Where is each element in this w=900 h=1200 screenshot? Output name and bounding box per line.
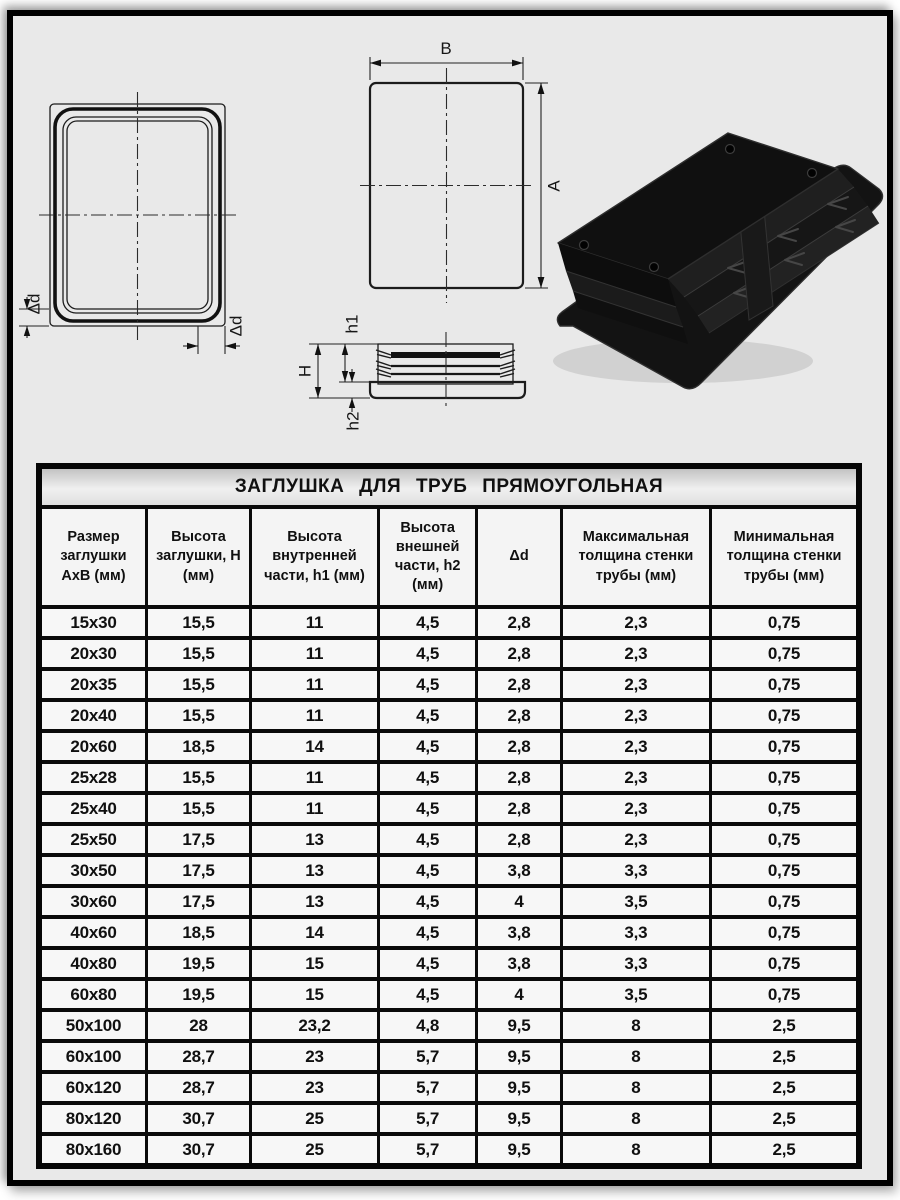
height-a-label: A	[544, 180, 564, 192]
table-title: ЗАГЛУШКА ДЛЯ ТРУБ ПРЯМОУГОЛЬНАЯ	[39, 466, 859, 507]
cell-min-wall: 0,75	[711, 607, 859, 638]
cell-outer-h2: 4,5	[378, 855, 476, 886]
table-row	[39, 948, 859, 979]
cell-outer-h2: 5,7	[378, 1103, 476, 1134]
cell-height-h: 17,5	[146, 886, 250, 917]
cell-delta-d: 2,8	[477, 700, 561, 731]
cell-size: 60x80	[39, 979, 146, 1010]
column-header: Размер заглушки АхВ (мм)	[39, 507, 146, 607]
cell-min-wall: 0,75	[711, 700, 859, 731]
column-header: Минимальная толщина стенки трубы (мм)	[711, 507, 859, 607]
cell-max-wall: 8	[561, 1010, 710, 1041]
cell-size: 40x60	[39, 917, 146, 948]
cell-min-wall: 2,5	[711, 1041, 859, 1072]
cell-height-h: 15,5	[146, 793, 250, 824]
cell-delta-d: 2,8	[477, 607, 561, 638]
column-header: Высота внутренней части, h1 (мм)	[251, 507, 379, 607]
cell-inner-h1: 13	[251, 824, 379, 855]
inner-height-h1-label: h1	[342, 314, 362, 334]
cell-inner-h1: 11	[251, 793, 379, 824]
cell-inner-h1: 11	[251, 700, 379, 731]
delta-d-left-dimension	[19, 294, 49, 338]
cell-inner-h1: 11	[251, 638, 379, 669]
cell-outer-h2: 4,8	[378, 1010, 476, 1041]
column-header: Высота внешней части, h2 (мм)	[378, 507, 476, 607]
cell-size: 30x60	[39, 886, 146, 917]
cell-size: 40x80	[39, 948, 146, 979]
cell-height-h: 17,5	[146, 855, 250, 886]
cell-inner-h1: 13	[251, 855, 379, 886]
table-row	[39, 700, 859, 731]
technical-drawings	[13, 16, 887, 466]
cell-delta-d: 9,5	[477, 1103, 561, 1134]
cell-inner-h1: 11	[251, 607, 379, 638]
cell-max-wall: 2,3	[561, 700, 710, 731]
cell-delta-d: 3,8	[477, 917, 561, 948]
cell-max-wall: 3,5	[561, 979, 710, 1010]
total-height-h-label: H	[295, 364, 315, 378]
cell-height-h: 15,5	[146, 638, 250, 669]
cell-inner-h1: 25	[251, 1103, 379, 1134]
cell-height-h: 28,7	[146, 1072, 250, 1103]
table-row	[39, 917, 859, 948]
cell-max-wall: 2,3	[561, 607, 710, 638]
side-profile-drawing	[295, 315, 525, 431]
table-row	[39, 1041, 859, 1072]
cell-outer-h2: 4,5	[378, 762, 476, 793]
cell-height-h: 18,5	[146, 917, 250, 948]
table-row	[39, 607, 859, 638]
cell-outer-h2: 4,5	[378, 886, 476, 917]
table-row	[39, 1103, 859, 1134]
cell-min-wall: 0,75	[711, 855, 859, 886]
cell-outer-h2: 4,5	[378, 979, 476, 1010]
cell-outer-h2: 4,5	[378, 824, 476, 855]
cell-size: 50x100	[39, 1010, 146, 1041]
table-title-row	[39, 466, 859, 507]
cell-outer-h2: 5,7	[378, 1072, 476, 1103]
cell-size: 25x50	[39, 824, 146, 855]
top-view-drawing	[360, 39, 563, 303]
cell-delta-d: 2,8	[477, 762, 561, 793]
table-row	[39, 824, 859, 855]
cell-outer-h2: 4,5	[378, 638, 476, 669]
cell-min-wall: 0,75	[711, 824, 859, 855]
cell-min-wall: 0,75	[711, 979, 859, 1010]
cell-inner-h1: 15	[251, 948, 379, 979]
cell-height-h: 15,5	[146, 762, 250, 793]
cell-height-h: 30,7	[146, 1103, 250, 1134]
cell-max-wall: 3,3	[561, 855, 710, 886]
cell-height-h: 15,5	[146, 607, 250, 638]
cell-max-wall: 2,3	[561, 824, 710, 855]
cell-min-wall: 2,5	[711, 1010, 859, 1041]
cell-max-wall: 8	[561, 1072, 710, 1103]
spec-table-container	[36, 463, 862, 1169]
cell-height-h: 19,5	[146, 948, 250, 979]
table-row	[39, 979, 859, 1010]
table-row	[39, 1010, 859, 1041]
cell-inner-h1: 15	[251, 979, 379, 1010]
cell-size: 60x120	[39, 1072, 146, 1103]
column-header: Высота заглушки, Н (мм)	[146, 507, 250, 607]
cell-size: 60x100	[39, 1041, 146, 1072]
cell-delta-d: 4	[477, 979, 561, 1010]
delta-d-right-label: Δd	[226, 315, 246, 337]
cell-max-wall: 2,3	[561, 669, 710, 700]
cell-min-wall: 0,75	[711, 886, 859, 917]
cell-outer-h2: 4,5	[378, 607, 476, 638]
front-view-drawing	[19, 92, 245, 354]
cell-inner-h1: 14	[251, 917, 379, 948]
cell-height-h: 15,5	[146, 669, 250, 700]
cell-delta-d: 2,8	[477, 669, 561, 700]
cell-max-wall: 3,3	[561, 948, 710, 979]
cell-height-h: 28	[146, 1010, 250, 1041]
cell-outer-h2: 4,5	[378, 669, 476, 700]
cell-height-h: 15,5	[146, 700, 250, 731]
cell-outer-h2: 4,5	[378, 700, 476, 731]
table-row	[39, 793, 859, 824]
cell-inner-h1: 11	[251, 762, 379, 793]
cell-delta-d: 2,8	[477, 731, 561, 762]
cell-min-wall: 0,75	[711, 762, 859, 793]
cell-delta-d: 9,5	[477, 1010, 561, 1041]
cell-min-wall: 2,5	[711, 1103, 859, 1134]
table-header-row	[39, 507, 859, 607]
cell-min-wall: 0,75	[711, 793, 859, 824]
width-b-label: B	[440, 39, 452, 58]
outer-height-h2-dimension	[343, 369, 362, 430]
cell-size: 15x30	[39, 607, 146, 638]
cell-outer-h2: 5,7	[378, 1041, 476, 1072]
cell-min-wall: 2,5	[711, 1072, 859, 1103]
sheet-frame	[7, 10, 893, 1186]
outer-height-h2-label: h2	[343, 411, 363, 431]
cell-height-h: 30,7	[146, 1134, 250, 1166]
table-row	[39, 886, 859, 917]
delta-d-left-label: Δd	[24, 293, 44, 315]
cell-max-wall: 2,3	[561, 793, 710, 824]
cell-outer-h2: 4,5	[378, 917, 476, 948]
product-photo	[553, 133, 883, 389]
cell-height-h: 19,5	[146, 979, 250, 1010]
cell-size: 25x28	[39, 762, 146, 793]
cell-delta-d: 2,8	[477, 638, 561, 669]
cell-size: 25x40	[39, 793, 146, 824]
spec-table	[36, 463, 862, 1169]
cell-max-wall: 3,3	[561, 917, 710, 948]
cell-height-h: 17,5	[146, 824, 250, 855]
table-row	[39, 1072, 859, 1103]
cell-max-wall: 2,3	[561, 731, 710, 762]
cell-min-wall: 2,5	[711, 1134, 859, 1166]
cell-min-wall: 0,75	[711, 731, 859, 762]
cell-inner-h1: 14	[251, 731, 379, 762]
cell-delta-d: 9,5	[477, 1041, 561, 1072]
table-row	[39, 855, 859, 886]
column-header: Максимальная толщина стенки трубы (мм)	[561, 507, 710, 607]
cell-min-wall: 0,75	[711, 669, 859, 700]
cell-delta-d: 2,8	[477, 824, 561, 855]
table-body	[39, 607, 859, 1166]
cell-size: 20x35	[39, 669, 146, 700]
table-row	[39, 638, 859, 669]
cell-size: 80x160	[39, 1134, 146, 1166]
column-header: Δd	[477, 507, 561, 607]
cell-max-wall: 3,5	[561, 886, 710, 917]
cell-max-wall: 2,3	[561, 638, 710, 669]
cell-delta-d: 3,8	[477, 855, 561, 886]
cell-inner-h1: 11	[251, 669, 379, 700]
table-row	[39, 669, 859, 700]
cell-outer-h2: 5,7	[378, 1134, 476, 1166]
table-row	[39, 731, 859, 762]
cell-size: 80x120	[39, 1103, 146, 1134]
cell-size: 30x50	[39, 855, 146, 886]
cell-max-wall: 2,3	[561, 762, 710, 793]
cell-size: 20x30	[39, 638, 146, 669]
cell-delta-d: 9,5	[477, 1072, 561, 1103]
total-height-h-dimension	[295, 344, 321, 398]
cell-height-h: 18,5	[146, 731, 250, 762]
cell-delta-d: 3,8	[477, 948, 561, 979]
cell-size: 20x60	[39, 731, 146, 762]
cell-outer-h2: 4,5	[378, 793, 476, 824]
cell-delta-d: 4	[477, 886, 561, 917]
cell-inner-h1: 25	[251, 1134, 379, 1166]
cell-size: 20x40	[39, 700, 146, 731]
cell-min-wall: 0,75	[711, 917, 859, 948]
cell-max-wall: 8	[561, 1041, 710, 1072]
cell-max-wall: 8	[561, 1103, 710, 1134]
cell-delta-d: 9,5	[477, 1134, 561, 1166]
cell-outer-h2: 4,5	[378, 731, 476, 762]
table-row	[39, 1134, 859, 1166]
cell-outer-h2: 4,5	[378, 948, 476, 979]
cell-inner-h1: 23,2	[251, 1010, 379, 1041]
cell-height-h: 28,7	[146, 1041, 250, 1072]
cell-inner-h1: 13	[251, 886, 379, 917]
cell-max-wall: 8	[561, 1134, 710, 1166]
cell-delta-d: 2,8	[477, 793, 561, 824]
cell-min-wall: 0,75	[711, 948, 859, 979]
cell-min-wall: 0,75	[711, 638, 859, 669]
table-row	[39, 762, 859, 793]
cell-inner-h1: 23	[251, 1041, 379, 1072]
cell-inner-h1: 23	[251, 1072, 379, 1103]
